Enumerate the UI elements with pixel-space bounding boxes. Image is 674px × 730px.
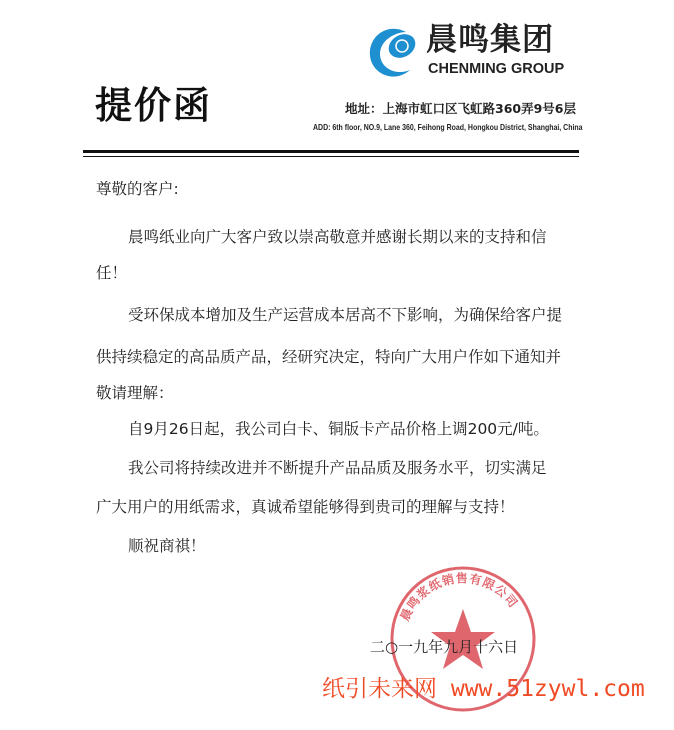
body-line: 敬请理解： bbox=[96, 384, 174, 402]
body-line: 受环保成本增加及生产运营成本居高不下影响，为确保给客户提 bbox=[128, 306, 563, 324]
salutation: 尊敬的客户: bbox=[96, 180, 179, 198]
page-title: 提价函 bbox=[95, 84, 212, 127]
logo-chinese-name: 晨鸣集团 bbox=[426, 22, 554, 58]
address-chinese: 地址：上海市虹口区飞虹路360弄9号6层 bbox=[345, 101, 576, 116]
body-line: 我公司将持续改进并不断提升产品品质及服务水平，切实满足 bbox=[128, 459, 547, 477]
logo-english-name: CHENMING GROUP bbox=[428, 61, 565, 77]
closing: 顺祝商祺！ bbox=[128, 537, 206, 555]
body-line: 晨鸣纸业向广大客户致以崇高敬意并感谢长期以来的支持和信 bbox=[128, 228, 547, 246]
header-divider-thick bbox=[83, 150, 579, 153]
body-line: 任！ bbox=[96, 264, 128, 282]
watermark: 纸引未来网 www.51zywl.com bbox=[322, 676, 645, 702]
chenming-logo-icon bbox=[366, 24, 420, 80]
body-line: 自9月26日起，我公司白卡、铜版卡产品价格上调200元/吨。 bbox=[128, 420, 549, 438]
address-english: ADD: 6th floor, NO.9, Lane 360, Feihong Road, Hongkou District, Shanghai, China bbox=[313, 122, 583, 132]
body-line: 广大用户的用纸需求，真诚希望能够得到贵司的理解与支持！ bbox=[96, 498, 515, 516]
letter-date: 二○一九年九月十六日 bbox=[370, 638, 519, 656]
svg-text:晨鸣浆纸销售有限公司: 晨鸣浆纸销售有限公司 bbox=[397, 571, 521, 624]
body-line: 供持续稳定的高品质产品，经研究决定，特向广大用户作如下通知并 bbox=[96, 348, 562, 366]
header-divider-thin bbox=[83, 156, 579, 157]
